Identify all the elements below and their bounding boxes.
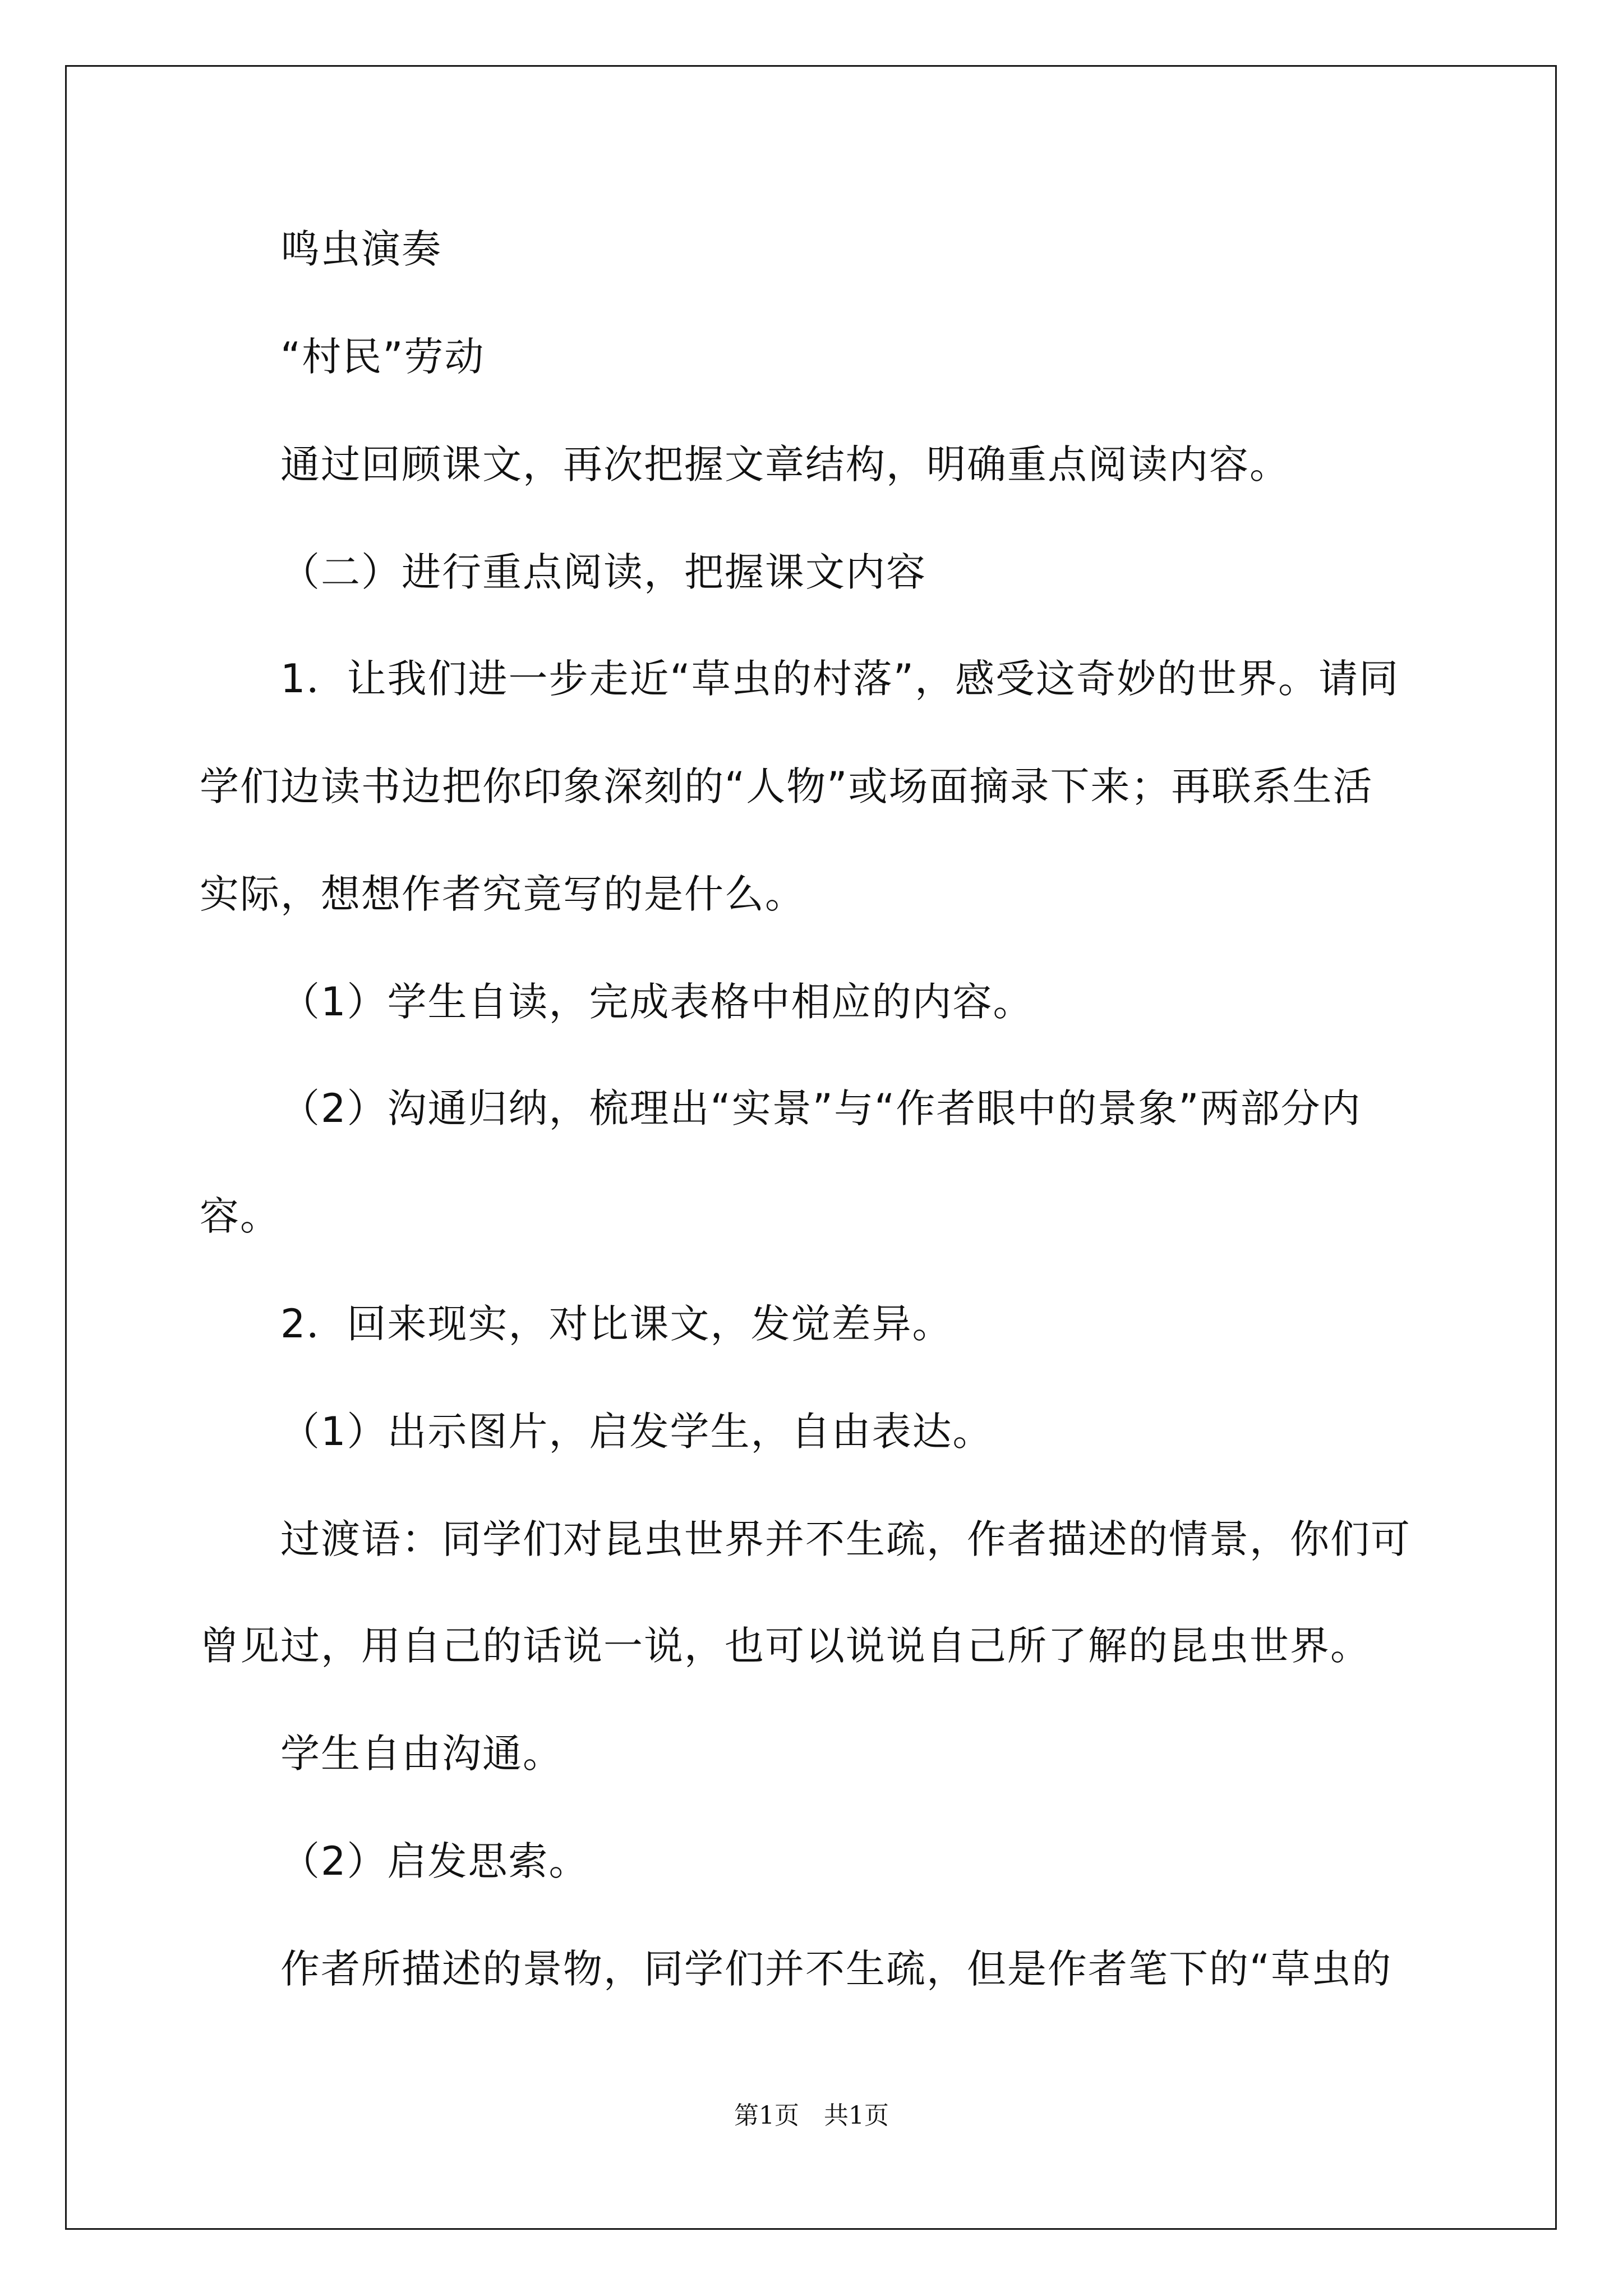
text-line: 作者所描述的景物，同学们并不生疏，但是作者笔下的“草虫的	[280, 1946, 1393, 1992]
text-line: （1）出示图片，启发学生，自由表达。	[280, 1409, 993, 1455]
text-line: 曾见过，用自己的话说一说，也可以说说自己所了解的昆虫世界。	[200, 1623, 1371, 1669]
text-line: （1）学生自读，完成表格中相应的内容。	[280, 979, 1034, 1025]
text-line: 2．回来现实，对比课文，发觉差异。	[280, 1301, 953, 1347]
text-line: （2）启发思索。	[280, 1838, 589, 1884]
text-line: 实际，想想作者究竟写的是什么。	[200, 871, 805, 917]
page-border	[65, 65, 1557, 2230]
text-line: 通过回顾课文，再次把握文章结构，明确重点阅读内容。	[280, 441, 1290, 487]
text-line: “村民”劳动	[280, 334, 485, 380]
page-number: 第1页 共1页	[734, 2101, 889, 2130]
text-line: 1．让我们进一步走近“草虫的村落”，感受这奇妙的世界。请同	[280, 656, 1400, 702]
text-line: 容。	[200, 1193, 280, 1239]
text-line: （二）进行重点阅读，把握课文内容	[280, 549, 926, 595]
text-line: 过渡语：同学们对昆虫世界并不生疏，作者描述的情景，你们可	[280, 1516, 1411, 1562]
text-line: 学生自由沟通。	[280, 1731, 563, 1777]
text-line: 鸣虫演奏	[280, 226, 442, 272]
text-line: （2）沟通归纳，梳理出“实景”与“作者眼中的景象”两部分内	[280, 1085, 1362, 1131]
text-line: 学们边读书边把你印象深刻的“人物”或场面摘录下来；再联系生活	[200, 763, 1373, 809]
